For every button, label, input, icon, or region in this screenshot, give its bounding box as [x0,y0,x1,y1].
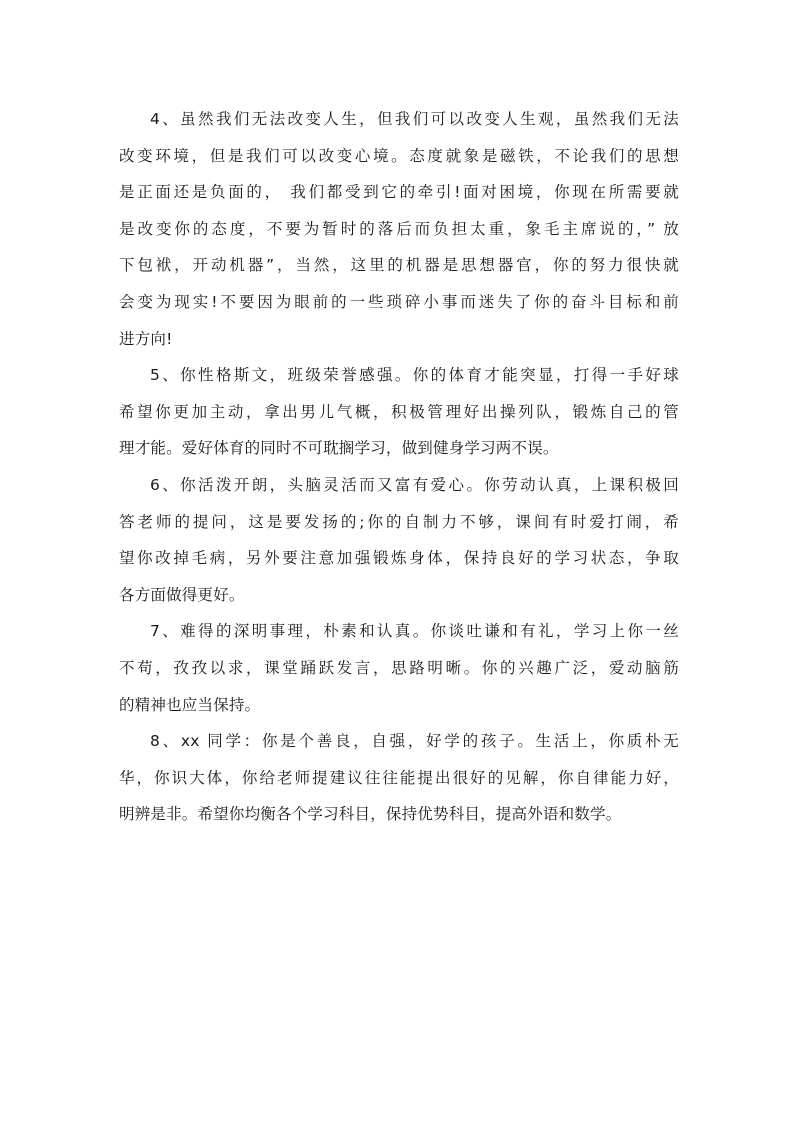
paragraph-line: 改变环境，但是我们可以改变心境。态度就象是磁铁，不论我们的思想 [119,146,679,165]
paragraph-line: 7、难得的深明事理，朴素和认真。你谈吐谦和有礼，学习上你一丝 [150,622,679,641]
paragraph-line: 不苟，孜孜以求，课堂踊跃发言，思路明晰。你的兴趣广泛，爱动脑筋 [119,658,679,677]
paragraph-line: 8、xx 同学：你是个善良，自强，好学的孩子。生活上，你质朴无 [150,732,679,751]
document-body [119,101,679,833]
paragraph-line: 明辨是非。希望你均衡各个学习科目，保持优势科目，提高外语和数学。 [119,805,622,824]
paragraph-line: 4、虽然我们无法改变人生，但我们可以改变人生观，虽然我们无法 [150,110,679,128]
paragraph-line: 进方向! [119,329,173,348]
paragraph-line: 5、你性格斯文，班级荣誉感强。你的体育才能突显，打得一手好球 [150,366,679,385]
paragraph-7 [119,613,679,723]
paragraph-line: 是正面还是负面的， 我们都受到它的牵引!面对困境，你现在所需要就 [119,183,679,202]
paragraph-line: 答老师的提问，这是要发扬的;你的自制力不够，课间有时爱打闹，希 [119,512,679,531]
paragraph-line: 的精神也应当保持。 [119,695,261,714]
paragraph-line: 下包袱，开动机器”，当然，这里的机器是思想器官，你的努力很快就 [119,256,679,275]
paragraph-line: 各方面做得更好。 [119,585,245,604]
paragraph-line: 华，你识大体，你给老师提建议往往能提出很好的见解，你自律能力好， [119,768,679,787]
paragraph-line: 是改变你的态度，不要为暂时的落后而负担太重，象毛主席说的，” 放 [119,219,679,238]
paragraph-5 [119,357,679,467]
paragraph-line: 希望你更加主动，拿出男儿气概，积极管理好出操列队，锻炼自己的管 [119,402,679,421]
paragraph-line: 望你改掉毛病，另外要注意加强锻炼身体，保持良好的学习状态，争取 [119,549,679,568]
paragraph-line: 会变为现实!不要因为眼前的一些琐碎小事而迷失了你的奋斗目标和前 [119,292,679,311]
paragraph-line: 6、你活泼开朗，头脑灵活而又富有爱心。你劳动认真，上课积极回 [150,475,679,494]
paragraph-6 [119,467,679,613]
paragraph-4 [119,101,679,357]
paragraph-8 [119,723,679,833]
paragraph-line: 理才能。爱好体育的同时不可耽搁学习，做到健身学习两不误。 [119,439,559,458]
